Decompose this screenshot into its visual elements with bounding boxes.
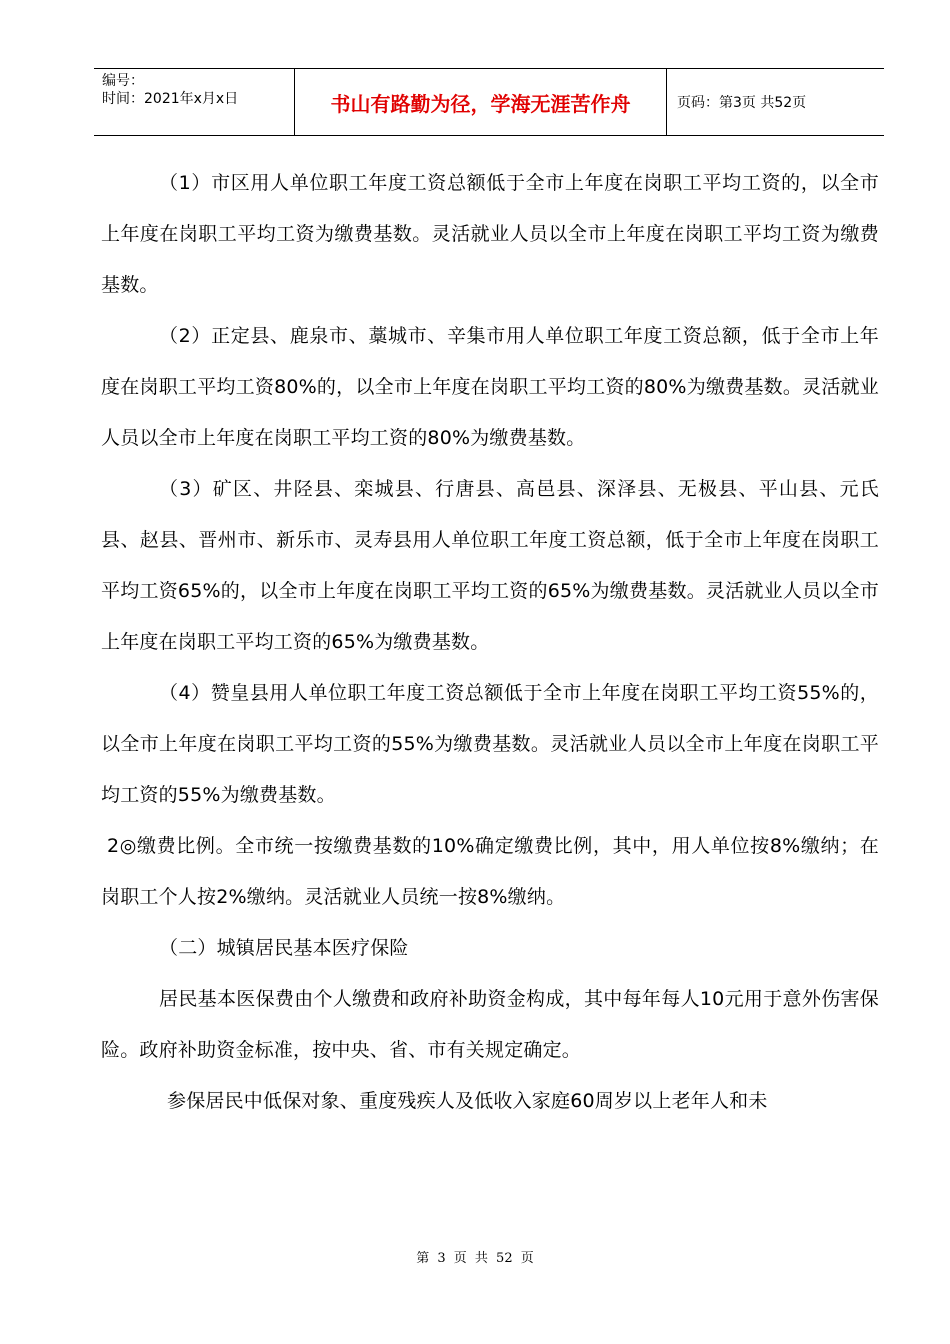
header-meta <box>94 69 295 135</box>
paragraph-resident-premium: 居民基本医保费由个人缴费和政府补助资金构成，其中每年每人10元用于意外伤害保险。政府补助资金标准，按中央、省、市有关规定确定。 <box>101 988 879 1061</box>
document-time-label: 时间：2021年x月x日 <box>102 91 239 107</box>
header-page-label: 页码：第3页 共52页 <box>677 95 807 111</box>
document-header <box>94 68 884 136</box>
paragraph-low-income: 参保居民中低保对象、重度残疾人及低收入家庭60周岁以上老年人和未 <box>167 1090 768 1112</box>
document-number-label: 编号： <box>102 73 144 89</box>
paragraph-3: （3）矿区、井陉县、栾城县、行唐县、高邑县、深泽县、无极县、平山县、元氏县、赵县、晋州市、新乐市、灵寿县用人单位职工年度工资总额，低于全市上年度在岗职工平均工资65%的，以全市上年度在岗职工平均工资的65%为缴费基数。灵活就业人员以全市上年度在岗职工平均工资的65%为缴费基数。 <box>101 478 879 653</box>
paragraph-payment-ratio: 2◎缴费比例。全市统一按缴费基数的10%确定缴费比例，其中，用人单位按8%缴纳；在岗职工个人按2%缴纳。灵活就业人员统一按8%缴纳。 <box>101 835 879 908</box>
document-body <box>101 158 879 1127</box>
header-motto: 书山有路勤为径，学海无涯苦作舟 <box>295 69 667 135</box>
paragraph-1: （1）市区用人单位职工年度工资总额低于全市上年度在岗职工平均工资的，以全市上年度在岗职工平均工资为缴费基数。灵活就业人员以全市上年度在岗职工平均工资为缴费基数。 <box>101 172 879 296</box>
paragraph-2: （2）正定县、鹿泉市、藁城市、辛集市用人单位职工年度工资总额，低于全市上年度在岗职工平均工资80%的，以全市上年度在岗职工平均工资的80%为缴费基数。灵活就业人员以全市上年度在岗职工平均工资的80%为缴费基数。 <box>101 325 879 449</box>
section-heading-urban-resident-insurance: （二）城镇居民基本医疗保险 <box>159 937 409 959</box>
page-footer: 第 3 页 共 52 页 <box>416 1251 534 1266</box>
paragraph-4: （4）赞皇县用人单位职工年度工资总额低于全市上年度在岗职工平均工资55%的，以全市上年度在岗职工平均工资的55%为缴费基数。灵活就业人员以全市上年度在岗职工平均工资的55%为缴费基数。 <box>101 682 879 806</box>
